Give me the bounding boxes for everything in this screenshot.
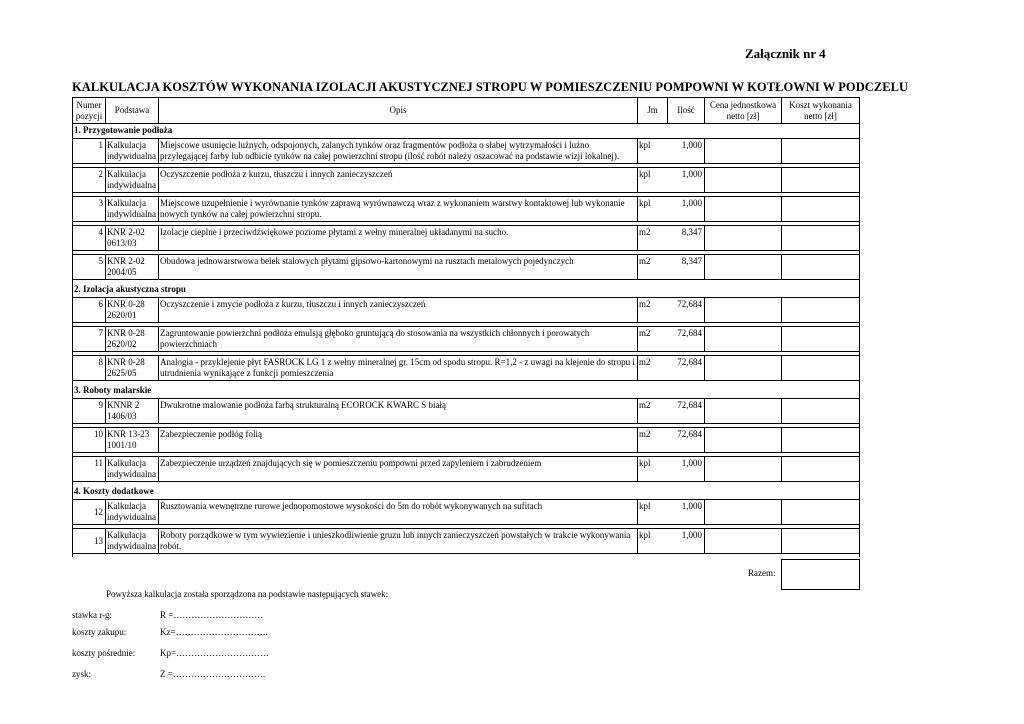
col-header-unit: Jm [638,98,668,124]
section-title: 3. Roboty malarskie [73,384,860,399]
rate-label: koszty pośrednie: [72,648,136,658]
item-description: Zabezpieczenie podłóg folią [159,428,638,453]
item-description: Zagruntowanie powierzchni podłoża emulsją głęboko gruntującą do stosowania na wszystkich chłonnych i porowatych powierzchniach [159,327,638,352]
rate-value: Kz=…………………………. [160,627,268,637]
item-cost-cell[interactable] [782,139,860,164]
item-unit-price-cell[interactable] [705,255,782,280]
section-title: 4. Koszty dodatkowe [73,485,860,500]
item-cost-cell[interactable] [782,500,860,525]
table-row [73,399,860,424]
item-cost-cell[interactable] [782,197,860,222]
item-quantity: 72,684 [668,298,705,323]
item-unit-price-cell[interactable] [705,500,782,525]
item-unit-price-cell[interactable] [705,197,782,222]
table-row [73,327,860,352]
item-unit: m2 [638,255,668,280]
item-quantity: 72,684 [668,428,705,453]
col-header-no: Numer pozycji [73,98,106,124]
section-title: 1. Przygotowanie podłoża [73,124,860,139]
item-number: 4 [73,226,106,251]
item-cost-cell[interactable] [782,529,860,554]
item-number: 11 [73,457,106,482]
item-unit: m2 [638,428,668,453]
item-number: 12 [73,500,106,525]
item-unit-price-cell[interactable] [705,428,782,453]
item-description: Miejscowe usunięcie luźnych, odspojonych, zalanych tynków oraz fragmentów podłoża o słabej wytrzymałości i luźno przylegającej farby lub odbicie tynków na całej powierzchni stropu (ilość robót należy oszacować na podstawie wizji lokalnej). [159,139,638,164]
item-number: 9 [73,399,106,424]
item-number: 5 [73,255,106,280]
item-description: Roboty porządkowe w tym wywiezienie i unieszkodliwienie gruzu lub innych zanieczyszczeń powstałych w trakcie wykonywania robót. [159,529,638,554]
item-cost-cell[interactable] [782,399,860,424]
item-description: Oczyszczenie i zmycie podłoża z kurzu, tłuszczu i innych zanieczyszczeń [159,298,638,323]
item-number: 6 [73,298,106,323]
table-row [73,197,860,222]
item-basis: KNR 0-28 2620/01 [106,298,159,323]
col-header-qty: Ilość [668,98,705,124]
table-row [73,298,860,323]
table-header-row [73,98,860,124]
item-cost-cell[interactable] [782,356,860,381]
item-unit-price-cell[interactable] [705,399,782,424]
rate-row [72,627,268,637]
item-unit: m2 [638,399,668,424]
col-header-cost: Koszt wykonania netto [zł] [782,98,860,124]
item-unit: m2 [638,356,668,381]
item-unit: m2 [638,298,668,323]
item-basis: KNNR 2 1406/03 [106,399,159,424]
item-description: Zabezpieczenie urządzeń znajdujących się w pomieszczeniu pompowni przed zapyleniem i zabrudzeniem [159,457,638,482]
item-number: 1 [73,139,106,164]
item-basis: Kalkulacja indywidualna [106,457,159,482]
item-number: 2 [73,168,106,193]
item-unit-price-cell[interactable] [705,457,782,482]
item-basis: Kalkulacja indywidualna [106,500,159,525]
rate-row [72,648,268,658]
item-quantity: 8,347 [668,226,705,251]
section-row [73,283,860,298]
item-unit-price-cell[interactable] [705,226,782,251]
table-row [73,356,860,381]
item-basis: Kalkulacja indywidualna [106,168,159,193]
section-row [73,384,860,399]
item-unit-price-cell[interactable] [705,168,782,193]
item-cost-cell[interactable] [782,226,860,251]
item-quantity: 1,000 [668,457,705,482]
item-basis: KNR 13-23 1001/10 [106,428,159,453]
item-quantity: 1,000 [668,139,705,164]
section-row [73,485,860,500]
col-header-basis: Podstawa [106,98,159,124]
rate-value: Kp=…………………………. [160,648,269,658]
table-row [73,428,860,453]
item-unit: m2 [638,226,668,251]
section-title: 2. Izolacja akustyczna stropu [73,283,860,298]
item-description: Izolacje cieplne i przeciwdźwiękowe poziome płytami z wełny mineralnej układanymi na sucho. [159,226,638,251]
item-cost-cell[interactable] [782,327,860,352]
col-header-desc: Opis [159,98,638,124]
item-unit-price-cell[interactable] [705,327,782,352]
item-basis: Kalkulacja indywidualna [106,529,159,554]
row-spacer [73,554,860,558]
rate-label: zysk: [72,669,91,679]
item-description: Rusztowania wewnętrzne rurowe jednopomostowe wysokości do 5m do robót wykonywanych na sufitach [159,500,638,525]
item-unit-price-cell[interactable] [705,356,782,381]
item-quantity: 8,347 [668,255,705,280]
item-basis: Kalkulacja indywidualna [106,197,159,222]
cost-table [72,97,860,557]
rate-value: Z =…………………………. [160,669,266,679]
table-row [73,500,860,525]
item-unit: m2 [638,327,668,352]
item-unit: kpl [638,139,668,164]
item-unit: kpl [638,197,668,222]
rate-row [72,610,263,620]
item-number: 13 [73,529,106,554]
item-unit: kpl [638,529,668,554]
table-row [73,139,860,164]
item-unit-price-cell[interactable] [705,529,782,554]
table-body [73,124,860,558]
item-description: Miejscowe uzupełnienie i wyrównanie tynków zaprawą wyrównawczą wraz z wykonaniem warstwy kontaktowej lub wykonanie nowych tynków na całej powierzchni stropu. [159,197,638,222]
table-row [73,168,860,193]
item-unit-price-cell[interactable] [705,139,782,164]
table-row [73,255,860,280]
row-spacer-cell [73,554,860,558]
table-row [73,529,860,554]
item-basis: KNR 2-02 2004/05 [106,255,159,280]
item-description: Analogia - przyklejenie płyt FASROCK LG 1 z wełny mineralnej gr. 15cm od spodu stropu. R=1,2 - z uwagi na klejenie do stropu i utrudnienia wynikające z funkcji pomieszczenia [159,356,638,381]
item-quantity: 72,684 [668,356,705,381]
item-cost-cell[interactable] [782,255,860,280]
rates-note: Powyższa kalkulacja została sporządzona na podstawie następujących stawek: [106,589,389,599]
section-row [73,124,860,139]
item-unit-price-cell[interactable] [705,298,782,323]
item-cost-cell[interactable] [782,428,860,453]
total-value-box[interactable] [781,559,860,590]
item-basis: KNR 0-28 2620/02 [106,327,159,352]
item-cost-cell[interactable] [782,168,860,193]
item-unit: kpl [638,168,668,193]
table-row [73,457,860,482]
rate-label: stawka r-g: [72,610,113,620]
rate-value: R =………………………… [160,610,264,620]
item-number: 7 [73,327,106,352]
item-basis: KNR 0-28 2625/05 [106,356,159,381]
rate-label: koszty zakupu: [72,627,127,637]
document-title: KALKULACJA KOSZTÓW WYKONANIA IZOLACJI AKUSTYCZNEJ STROPU W POMIESZCZENIU POMPOWNI W KOTŁOWNI W PODCZELU [72,80,909,94]
item-number: 10 [73,428,106,453]
attachment-label: Załącznik nr 4 [745,46,826,61]
item-quantity: 1,000 [668,529,705,554]
item-description: Oczyszczenie podłoża z kurzu, tłuszczu i innych zanieczyszczeń [159,168,638,193]
item-quantity: 1,000 [668,168,705,193]
item-quantity: 1,000 [668,500,705,525]
item-unit: kpl [638,500,668,525]
item-number: 3 [73,197,106,222]
col-header-price: Cena jednostkowa netto [zł] [705,98,782,124]
item-quantity: 72,684 [668,399,705,424]
item-number: 8 [73,356,106,381]
item-basis: Kalkulacja indywidualna [106,139,159,164]
item-quantity: 72,684 [668,327,705,352]
item-basis: KNR 2-02 0613/03 [106,226,159,251]
item-description: Dwukrotne malowanie podłoża farbą strukturalną ECOROCK KWARC S białą [159,399,638,424]
rate-row [72,669,265,679]
item-cost-cell[interactable] [782,298,860,323]
total-label: Razem: [748,568,776,578]
item-cost-cell[interactable] [782,457,860,482]
item-quantity: 1,000 [668,197,705,222]
item-description: Obudowa jednowarstwowa belek stalowych płytami gipsowo-kartonowymi na rusztach metalowych pojedynczych [159,255,638,280]
table-row [73,226,860,251]
item-unit: kpl [638,457,668,482]
